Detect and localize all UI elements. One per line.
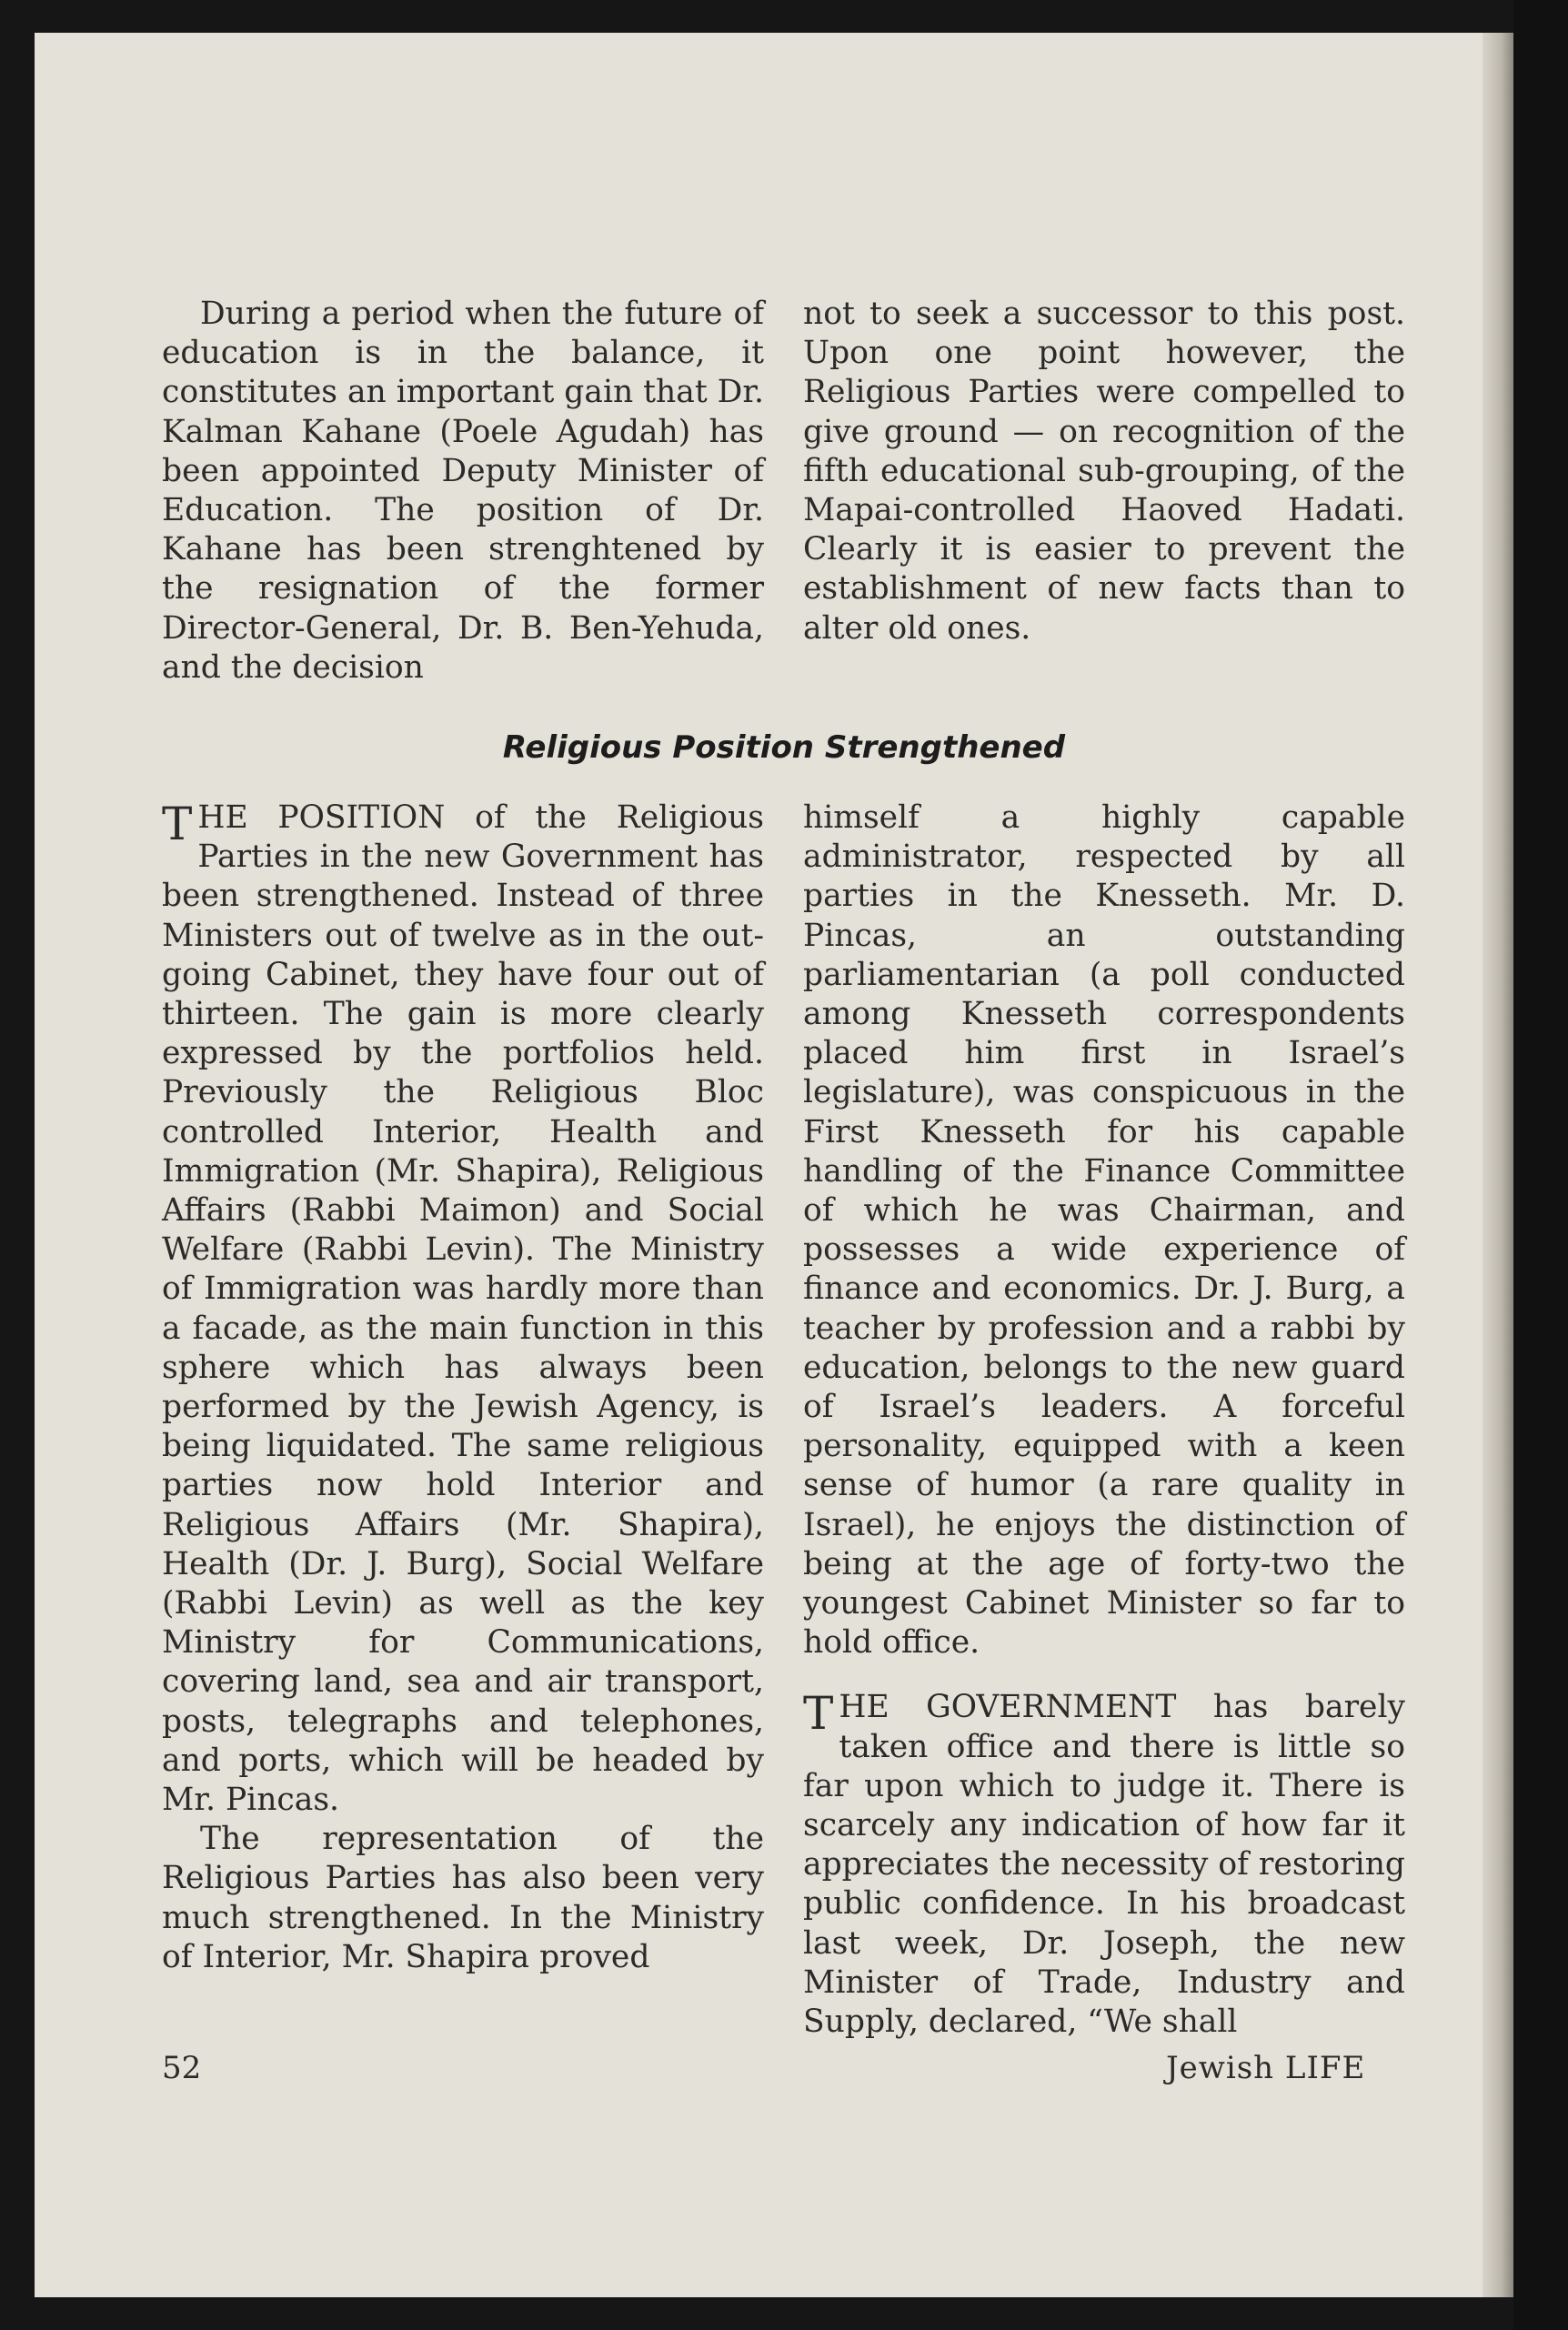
dropcap-letter-2: T <box>803 1687 834 1741</box>
article-right-column <box>803 798 1405 2042</box>
section-subheading: Religious Position Strengthened <box>502 729 1066 766</box>
section1-continued: himself a highly capable administrator, respected by all parties in the Knesseth. Mr. D. Pincas, an outstanding parliamentarian (a poll conducted among Knesseth correspondents placed him first in Israel’s legislature), was conspicuous in the First Knesseth for his capable handling of the Finance Committee of which he was Chairman, and possesses a wide experience of finance and economics. Dr. J. Burg, a teacher by profession and a rabbi by education, belongs to the new guard of Israel’s leaders. A forceful personality, equipped with a keen sense of humor (a rare quality in Israel), he enjoys the distinction of being at the age of forty-two the youngest Cabinet Minister so far to hold office. <box>803 799 1405 1662</box>
intro-right-column <box>803 295 1405 648</box>
scan-background <box>1513 0 1568 2330</box>
section1-paragraph-2: The representation of the Religious Parties has also been very much strengthened. In the Ministry of Interior, Mr. Shapira proved <box>162 1821 764 1975</box>
intro-paragraph-right: not to seek a successor to this post. Upon one point however, the Religious Parties were compelled to give ground — on recognition of the fifth educational sub-grouping, of the Mapai-controlled Haoved Hadati. Clearly it is easier to prevent the establishment of new facts than to alter old ones. <box>803 296 1405 647</box>
intro-left-column <box>162 295 764 688</box>
section1-paragraph <box>162 798 764 1820</box>
section1-body: of the Religious Parties in the new Government has been strengthened. Instead of three Ministers out of twelve as in the out-going Cabinet, they have four out of thirteen. The gain is more clearly expressed by the portfolios held. Previously the Religious Bloc controlled Interior, Health and Immigration (Mr. Shapira), Religious Affairs (Rabbi Maimon) and Social Welfare (Rabbi Levin). The Ministry of Immigration was hardly more than a facade, as the main function in this sphere which has always been performed by the Jewish Agency, is being liquidated. The same religious parties now hold Interior and Religious Affairs (Mr. Shapira), Health (Dr. J. Burg), Social Welfare (Rabbi Levin) as well as the key Ministry for Communications, covering land, sea and air transport, posts, telegraphs and telephones, and ports, which will be headed by Mr. Pincas. <box>162 799 764 1819</box>
magazine-title: Jewish LIFE <box>1166 2050 1366 2086</box>
page-number: 52 <box>162 2050 202 2086</box>
lead-words-2: HE GOVERNMENT <box>839 1689 1177 1726</box>
lead-words: HE POSITION <box>197 799 446 836</box>
page-spine <box>1483 33 1513 2297</box>
article-left-column <box>162 798 764 1977</box>
section2-body: has barely taken office and there is little so far upon which to judge it. There is scarcely any indication of how far it appreciates the necessity of restoring public confidence. In his broadcast last week, Dr. Joseph, the new Minister of Trade, Industry and Supply, declared, “We shall <box>803 1689 1406 2041</box>
dropcap-letter: T <box>162 798 193 850</box>
intro-paragraph-left: During a period when the future of education is in the balance, it constitutes an important gain that Dr. Kalman Kahane (Poele Agudah) has been appointed Deputy Minister of Education. The position of Dr. Kahane has been strenghtened by the resignation of the former Director-General, Dr. B. Ben-Yehuda, and the decision <box>162 296 764 686</box>
section2-paragraph <box>803 1688 1405 2042</box>
